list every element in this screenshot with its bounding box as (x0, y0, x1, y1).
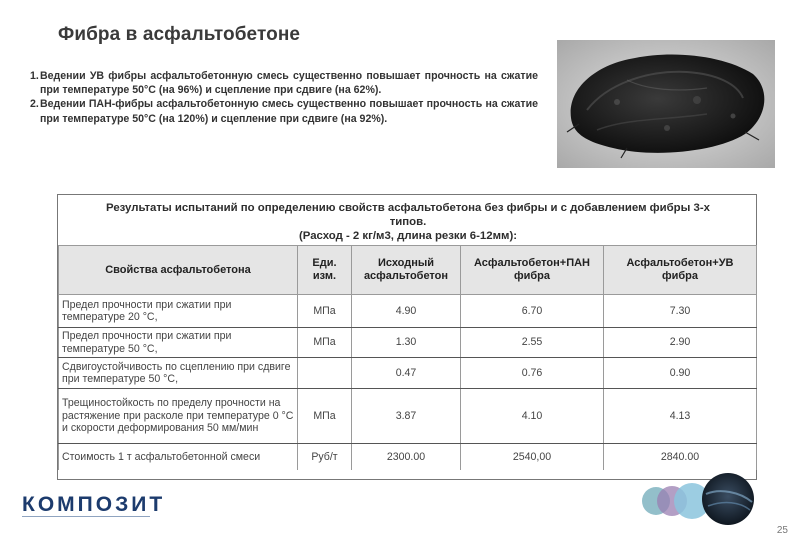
cell-base: 2300.00 (352, 444, 461, 471)
cell-unit: МПа (298, 328, 352, 358)
caption-line: типов. (389, 216, 427, 228)
finding-number: 2. (30, 98, 39, 111)
table-row (59, 389, 757, 444)
cell-pan: 2.55 (461, 328, 604, 358)
company-logo: КОМПОЗИТ (22, 493, 166, 516)
results-table-panel (57, 194, 757, 480)
cell-uv: 7.30 (604, 295, 757, 328)
cell-uv: 2840.00 (604, 444, 757, 471)
cell-pan: 0.76 (461, 358, 604, 389)
cell-property: Трещиностойкость по пределу прочности на растяжение при расколе при температуре 0 °С и скорости деформирования 50 мм/мин (59, 389, 298, 444)
logo-underline (22, 516, 150, 517)
cell-base: 0.47 (352, 358, 461, 389)
finding-text: Ведении ПАН-фибры асфальтобетонную смесь существенно повышает прочность на сжатие при температуре 50°С (на 120%) и сцепление при сдвиге (на 92%). (40, 98, 538, 125)
header-property: Свойства асфальтобетона (59, 246, 298, 295)
cell-unit: МПа (298, 389, 352, 444)
cell-pan: 4.10 (461, 389, 604, 444)
header-pan: Асфальтобетон+ПАН фибра (461, 246, 604, 295)
cell-property: Сдвигоустойчивость по сцеплению при сдвиге при температуре 50 °С, (59, 358, 298, 389)
header-base: Исходный асфальтобетон (352, 246, 461, 295)
table-row (59, 328, 757, 358)
page-number: 25 (776, 525, 788, 536)
table-caption (58, 195, 758, 241)
findings-list (30, 69, 538, 126)
cell-property: Предел прочности при сжатии при температуре 50 °С, (59, 328, 298, 358)
cell-property: Предел прочности при сжатии при температуре 20 °С, (59, 295, 298, 328)
cell-property: Стоимость 1 т асфальтобетонной смеси (59, 444, 298, 471)
cell-unit (298, 358, 352, 389)
cell-base: 4.90 (352, 295, 461, 328)
finding-item (30, 97, 538, 125)
finding-number: 1. (30, 70, 39, 82)
caption-line: Результаты испытаний по определению свойств асфальтобетона без фибры и с добавлением фибры 3-х (106, 202, 710, 214)
slide-title: Фибра в асфальтобетоне (58, 24, 301, 45)
cell-base: 1.30 (352, 328, 461, 358)
header-uv: Асфальтобетон+УВ фибра (604, 246, 757, 295)
table-header-row (59, 246, 757, 295)
finding-item (30, 69, 538, 97)
table-row (59, 444, 757, 471)
cell-pan: 2540,00 (461, 444, 604, 471)
decorative-circles (636, 472, 762, 526)
cell-unit: МПа (298, 295, 352, 328)
cell-base: 3.87 (352, 389, 461, 444)
cell-pan: 6.70 (461, 295, 604, 328)
table-row (59, 358, 757, 389)
cell-uv: 4.13 (604, 389, 757, 444)
caption-line: (Расход - 2 кг/м3, длина резки 6-12мм): (298, 230, 518, 242)
finding-text: Ведении УВ фибры асфальтобетонную смесь существенно повышает прочность на сжатие при температуре 50°С (на 96%) и сцепление при сдвиге (на 62%). (40, 70, 538, 97)
fiber-photo (557, 40, 775, 168)
cell-uv: 2.90 (604, 328, 757, 358)
cell-unit: Руб/т (298, 444, 352, 471)
cell-uv: 0.90 (604, 358, 757, 389)
header-unit: Еди. изм. (298, 246, 352, 295)
table-row (59, 295, 757, 328)
results-table (58, 245, 757, 470)
